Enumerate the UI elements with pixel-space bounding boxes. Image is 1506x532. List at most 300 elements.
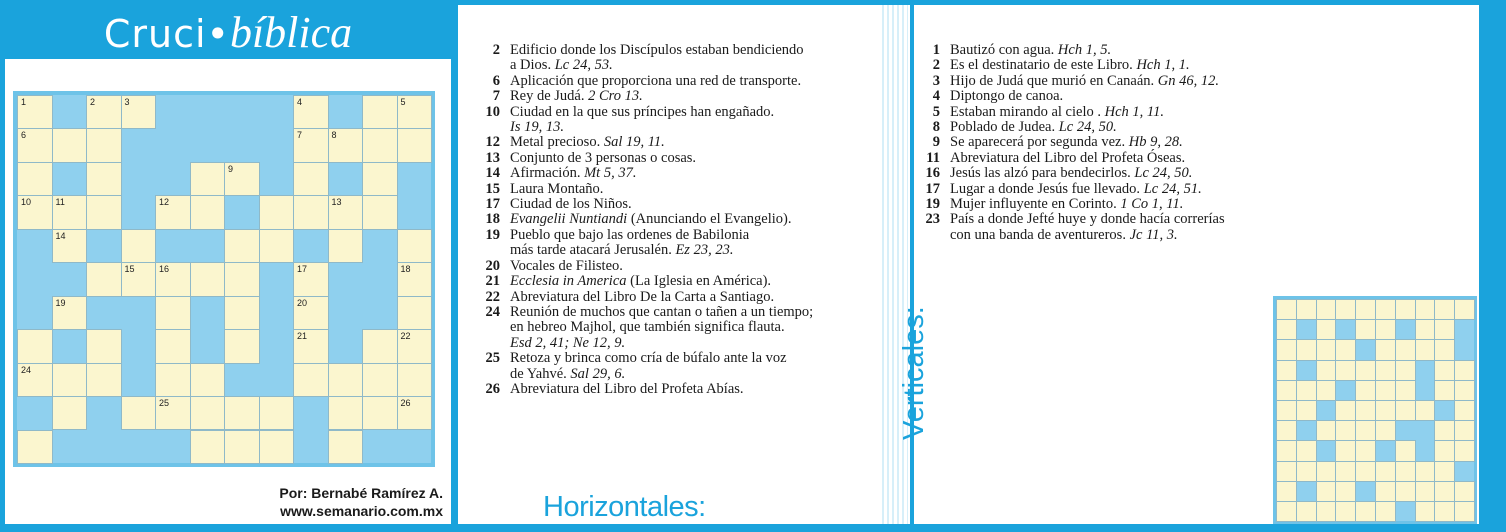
- clue-number: 21: [485, 273, 500, 290]
- grid-cell[interactable]: [328, 396, 364, 430]
- previous-grid-cell: [1316, 339, 1337, 360]
- clue-body: País a donde Jefté huye y donde hacía correrías: [950, 211, 1225, 228]
- clue-line: [474, 290, 813, 305]
- grid-cell[interactable]: [155, 195, 191, 229]
- clue-reference: Gn 46, 12.: [1157, 72, 1220, 89]
- previous-grid-cell: [1434, 380, 1455, 401]
- grid-cell[interactable]: [86, 162, 122, 196]
- grid-cell-number: 13: [331, 197, 342, 208]
- clue-text: [510, 151, 696, 166]
- previous-grid-cell: [1335, 440, 1356, 461]
- previous-grid-cell: [1454, 299, 1475, 320]
- previous-grid-cell: [1434, 461, 1455, 482]
- clue-text: [510, 197, 632, 212]
- grid-cell[interactable]: [397, 396, 433, 430]
- clue-text: [950, 105, 1164, 120]
- clue-text: [950, 182, 1202, 197]
- clue-text: [510, 274, 771, 289]
- grid-cell[interactable]: [190, 430, 226, 464]
- clue-number: 22: [485, 288, 500, 305]
- grid-cell[interactable]: [224, 262, 260, 296]
- credit-author: Por: Bernabé Ramírez A.: [279, 485, 443, 501]
- vertical-clues-list: [914, 43, 1225, 243]
- previous-grid-cell: [1375, 360, 1396, 381]
- grid-cell-number: 15: [124, 264, 135, 275]
- clue-body: de Yahvé.: [510, 365, 571, 382]
- previous-grid-cell: [1296, 339, 1317, 360]
- clue-body: más tarde atacará Jerusalén.: [510, 242, 676, 259]
- grid-cell[interactable]: [362, 329, 398, 363]
- grid-cell-number: 12: [159, 197, 170, 208]
- clue-text: [950, 166, 1192, 181]
- clue-body: Rey de Judá.: [510, 88, 589, 105]
- grid-cell[interactable]: [155, 396, 191, 430]
- clue-italic: Ecclesia in America: [510, 273, 627, 290]
- clue-body: Reunión de muchos que cantan o tañen a un tiempo;: [510, 303, 814, 320]
- clue-line: [474, 320, 813, 335]
- clue-body: Hijo de Judá que murió en Canaán.: [950, 72, 1158, 89]
- previous-grid-cell: [1276, 380, 1297, 401]
- grid-cell[interactable]: [293, 262, 329, 296]
- previous-grid-cell: [1316, 420, 1337, 441]
- grid-cell[interactable]: [155, 363, 191, 397]
- clue-body: Aplicación que proporciona una red de transporte.: [510, 72, 802, 89]
- grid-cell-number: 16: [159, 264, 170, 275]
- clue-number: 18: [485, 211, 500, 228]
- grid-cell-number: 10: [21, 197, 32, 208]
- previous-grid-cell: [1296, 400, 1317, 421]
- previous-grid-cell: [1335, 299, 1356, 320]
- clue-line: [474, 367, 813, 382]
- clue-line: [474, 89, 813, 104]
- grid-cell[interactable]: [17, 363, 53, 397]
- clue-text: [950, 151, 1185, 166]
- grid-cell-number: 3: [124, 97, 130, 107]
- clue-text: [950, 135, 1183, 150]
- grid-cell[interactable]: [328, 128, 364, 162]
- grid-cell[interactable]: [328, 363, 364, 397]
- clue-line: [914, 74, 1225, 89]
- clue-number: 6: [492, 72, 500, 89]
- previous-grid-cell: [1375, 400, 1396, 421]
- grid-cell-number: 18: [400, 264, 411, 275]
- grid-cell[interactable]: [397, 329, 433, 363]
- previous-grid-cell: [1415, 299, 1436, 320]
- previous-grid-cell: [1335, 481, 1356, 502]
- previous-grid-cell: [1316, 380, 1337, 401]
- clue-number: 23: [925, 211, 940, 228]
- clue-line: [474, 228, 813, 243]
- previous-grid-cell: [1395, 360, 1416, 381]
- clue-number: 5: [932, 103, 940, 120]
- clue-line: [474, 151, 813, 166]
- previous-grid-cell: [1276, 299, 1297, 320]
- grid-cell-number: 20: [297, 297, 308, 308]
- previous-grid-cell: [1454, 420, 1475, 441]
- grid-cell[interactable]: [17, 95, 53, 129]
- horizontal-clues-list: [474, 43, 813, 397]
- grid-cell[interactable]: [397, 262, 433, 296]
- clue-line: [914, 228, 1225, 243]
- grid-cell[interactable]: [17, 195, 53, 229]
- grid-cell[interactable]: [259, 229, 295, 263]
- column-divider: [880, 5, 910, 524]
- clue-text: [950, 58, 1190, 73]
- grid-cell[interactable]: [397, 229, 433, 263]
- grid-cell[interactable]: [86, 195, 122, 229]
- grid-cell[interactable]: [259, 430, 295, 464]
- clue-number: 13: [485, 149, 500, 166]
- clue-body: en hebreo Majhol, que también significa flauta.: [510, 319, 785, 336]
- clue-body: Ciudad en la que sus príncipes han engañado.: [510, 103, 775, 120]
- credit: [279, 484, 443, 520]
- clue-line: [474, 43, 813, 58]
- clue-body: Ciudad de los Niños.: [510, 196, 632, 213]
- clue-body: Lugar a donde Jesús fue llevado.: [950, 180, 1144, 197]
- clue-line: [914, 43, 1225, 58]
- previous-solution-grid: [1276, 299, 1474, 521]
- grid-cell[interactable]: [86, 95, 122, 129]
- clue-body: Abreviatura del Libro del Profeta Óseas.: [950, 149, 1186, 166]
- grid-cell[interactable]: [259, 396, 295, 430]
- previous-grid-cell: [1296, 501, 1317, 522]
- previous-grid-cell: [1316, 501, 1337, 522]
- previous-grid-cell: [1454, 481, 1475, 502]
- grid-cell[interactable]: [121, 229, 157, 263]
- previous-grid-cell: [1355, 501, 1376, 522]
- clue-number: 2: [492, 42, 500, 58]
- clue-body: Mujer influyente en Corinto.: [950, 196, 1121, 213]
- clue-body: Se aparecerá por segunda vez.: [950, 134, 1129, 151]
- previous-grid-cell: [1296, 461, 1317, 482]
- clue-line: [914, 182, 1225, 197]
- clue-body: (La Iglesia en América).: [626, 273, 772, 290]
- clue-line: [914, 197, 1225, 212]
- previous-grid-cell: [1434, 339, 1455, 360]
- grid-cell[interactable]: [293, 329, 329, 363]
- previous-grid-cell: [1375, 461, 1396, 482]
- clue-reference: Hch 1, 11.: [1104, 103, 1164, 120]
- previous-grid-cell: [1276, 440, 1297, 461]
- grid-cell[interactable]: [328, 195, 364, 229]
- previous-grid-cell: [1454, 380, 1475, 401]
- grid-cell-number: 8: [331, 130, 337, 141]
- clue-number: 24: [485, 303, 500, 320]
- clue-line: [474, 212, 813, 227]
- grid-cell[interactable]: [362, 95, 398, 129]
- grid-cell[interactable]: [190, 396, 226, 430]
- clue-number: 10: [485, 103, 500, 120]
- clue-reference: Sal 19, 11.: [603, 134, 665, 151]
- clue-reference: Mt 5, 37.: [584, 165, 637, 182]
- grid-cell[interactable]: [86, 363, 122, 397]
- clue-body: Metal precioso.: [510, 134, 604, 151]
- previous-grid-cell: [1375, 319, 1396, 340]
- grid-cell[interactable]: [224, 329, 260, 363]
- clue-line: [914, 58, 1225, 73]
- clue-body: Edificio donde los Discípulos estaban bendiciendo: [510, 42, 804, 58]
- clue-number: 15: [485, 180, 500, 197]
- clue-body: Es el destinatario de este Libro.: [950, 57, 1137, 74]
- grid-cell[interactable]: [397, 128, 433, 162]
- clue-line: [474, 351, 813, 366]
- grid-cell[interactable]: [293, 128, 329, 162]
- grid-cell[interactable]: [121, 396, 157, 430]
- grid-cell[interactable]: [190, 162, 226, 196]
- clue-text: [510, 228, 749, 243]
- clue-body: Bautizó con agua.: [950, 42, 1058, 58]
- grid-cell[interactable]: [293, 296, 329, 330]
- clue-line: [474, 243, 813, 258]
- grid-cell[interactable]: [52, 296, 88, 330]
- grid-cell[interactable]: [155, 262, 191, 296]
- previous-grid-cell: [1335, 400, 1356, 421]
- previous-grid-cell: [1355, 319, 1376, 340]
- clue-text: [510, 382, 744, 397]
- grid-cell[interactable]: [362, 363, 398, 397]
- grid-cell[interactable]: [121, 262, 157, 296]
- clue-number: 12: [485, 134, 500, 151]
- previous-grid-cell: [1434, 360, 1455, 381]
- previous-grid-cell: [1375, 339, 1396, 360]
- crossword-grid-frame: [13, 91, 435, 467]
- clue-text: [510, 336, 625, 351]
- clue-line: [474, 182, 813, 197]
- grid-cell[interactable]: [86, 329, 122, 363]
- clue-text: [510, 135, 665, 150]
- clue-body: Abreviatura del Libro De la Carta a Santiago.: [510, 288, 775, 305]
- clue-text: [510, 58, 613, 73]
- grid-cell[interactable]: [224, 296, 260, 330]
- previous-grid-cell: [1355, 400, 1376, 421]
- grid-cell[interactable]: [362, 128, 398, 162]
- clue-body: Estaban mirando al cielo .: [950, 103, 1105, 120]
- grid-cell[interactable]: [293, 162, 329, 196]
- previous-grid-cell: [1355, 461, 1376, 482]
- clue-reference: Lc 24, 50.: [1134, 165, 1193, 182]
- grid-cell[interactable]: [17, 430, 53, 464]
- clue-line: [474, 105, 813, 120]
- grid-cell[interactable]: [155, 296, 191, 330]
- previous-grid-cell: [1395, 481, 1416, 502]
- grid-cell[interactable]: [17, 162, 53, 196]
- grid-cell[interactable]: [121, 95, 157, 129]
- previous-grid-cell: [1454, 360, 1475, 381]
- grid-cell[interactable]: [86, 262, 122, 296]
- previous-grid-cell: [1434, 501, 1455, 522]
- previous-grid-cell: [1276, 400, 1297, 421]
- title-part2: bíblica: [229, 8, 353, 57]
- grid-cell-number: 25: [159, 398, 170, 409]
- previous-grid-cell: [1395, 440, 1416, 461]
- previous-grid-cell: [1296, 440, 1317, 461]
- grid-cell[interactable]: [190, 195, 226, 229]
- grid-cell-number: 9: [228, 163, 234, 174]
- grid-cell[interactable]: [52, 128, 88, 162]
- clue-number: 19: [485, 226, 500, 243]
- clue-number: 20: [485, 257, 500, 274]
- clue-reference: Sal 29, 6.: [570, 365, 626, 382]
- grid-cell[interactable]: [293, 363, 329, 397]
- previous-grid-cell: [1375, 481, 1396, 502]
- previous-grid-cell: [1335, 501, 1356, 522]
- grid-cell[interactable]: [397, 95, 433, 129]
- clue-body: Diptongo de canoa.: [950, 88, 1064, 105]
- grid-cell[interactable]: [190, 363, 226, 397]
- grid-cell[interactable]: [224, 430, 260, 464]
- previous-grid-cell: [1316, 461, 1337, 482]
- grid-cell-number: 17: [297, 264, 308, 275]
- clue-body: Pueblo que bajo las ordenes de Babilonia: [510, 226, 750, 243]
- previous-grid-cell: [1316, 299, 1337, 320]
- previous-grid-cell: [1355, 299, 1376, 320]
- previous-grid-cell: [1316, 319, 1337, 340]
- clue-number: 11: [926, 149, 940, 166]
- previous-grid-cell: [1276, 319, 1297, 340]
- clue-reference: Lc 24, 53.: [554, 57, 613, 74]
- grid-cell[interactable]: [362, 162, 398, 196]
- clue-reference: 2 Cro 13.: [588, 88, 643, 105]
- clue-reference: Esd 2, 41; Ne 12, 9.: [510, 334, 626, 351]
- clue-reference: Is 19, 13.: [510, 119, 564, 136]
- clue-text: [510, 166, 636, 181]
- grid-cell-number: 19: [55, 297, 66, 308]
- clue-number: 9: [932, 134, 940, 151]
- clue-reference: Lc 24, 50.: [1058, 119, 1117, 136]
- clue-line: [474, 74, 813, 89]
- clue-line: [474, 305, 813, 320]
- previous-grid-cell: [1395, 299, 1416, 320]
- clue-number: 25: [485, 350, 500, 367]
- clue-text: [510, 320, 785, 335]
- verticales-heading: Verticales:: [898, 306, 930, 440]
- grid-cell-number: 22: [400, 331, 411, 342]
- clue-line: [914, 120, 1225, 135]
- previous-grid-cell: [1355, 440, 1376, 461]
- clue-number: 2: [932, 57, 940, 74]
- grid-cell[interactable]: [17, 128, 53, 162]
- previous-grid-cell: [1415, 339, 1436, 360]
- previous-grid-cell: [1355, 360, 1376, 381]
- clue-number: 8: [932, 119, 940, 136]
- clue-body: Jesús las alzó para bendecirlos.: [950, 165, 1135, 182]
- grid-cell[interactable]: [397, 363, 433, 397]
- previous-grid-cell: [1375, 420, 1396, 441]
- previous-grid-cell: [1434, 440, 1455, 461]
- grid-cell[interactable]: [52, 396, 88, 430]
- grid-cell-number: 5: [400, 97, 406, 107]
- horizontales-heading: Horizontales:: [543, 491, 706, 523]
- grid-cell[interactable]: [397, 296, 433, 330]
- grid-cell[interactable]: [259, 195, 295, 229]
- grid-cell[interactable]: [293, 195, 329, 229]
- clue-number: 17: [485, 196, 500, 213]
- previous-grid-cell: [1335, 339, 1356, 360]
- previous-grid-cell: [1335, 461, 1356, 482]
- clue-reference: Ez 23, 23.: [675, 242, 734, 259]
- previous-grid-cell: [1454, 440, 1475, 461]
- clue-text: [510, 43, 804, 58]
- clue-number: 19: [925, 196, 940, 213]
- grid-cell-number: 26: [400, 398, 411, 409]
- previous-grid-cell: [1296, 299, 1317, 320]
- clue-line: [474, 197, 813, 212]
- previous-grid-cell: [1276, 420, 1297, 441]
- previous-grid-cell: [1415, 501, 1436, 522]
- previous-grid-cell: [1434, 420, 1455, 441]
- clue-line: [474, 120, 813, 135]
- previous-solution-thumbnail: [1273, 296, 1477, 524]
- side-label: [1484, 6, 1506, 526]
- grid-cell[interactable]: [362, 195, 398, 229]
- previous-grid-cell: [1434, 299, 1455, 320]
- grid-cell[interactable]: [293, 95, 329, 129]
- clue-number: 3: [932, 72, 940, 89]
- grid-cell[interactable]: [224, 396, 260, 430]
- grid-cell[interactable]: [86, 128, 122, 162]
- clue-number: 26: [485, 380, 500, 397]
- clue-reference: Hch 1, 1.: [1136, 57, 1190, 74]
- clue-line: [474, 135, 813, 150]
- clue-body: Abreviatura del Libro del Profeta Abías.: [510, 380, 744, 397]
- grid-cell[interactable]: [224, 162, 260, 196]
- clue-body: con una banda de aventureros.: [950, 226, 1130, 243]
- grid-cell[interactable]: [190, 262, 226, 296]
- clue-number: 4: [932, 88, 940, 105]
- previous-grid-cell: [1276, 481, 1297, 502]
- clue-reference: Hch 1, 5.: [1057, 42, 1112, 58]
- previous-grid-cell: [1454, 400, 1475, 421]
- previous-grid-cell: [1296, 380, 1317, 401]
- grid-cell[interactable]: [17, 329, 53, 363]
- previous-grid-cell: [1395, 400, 1416, 421]
- grid-cell[interactable]: [224, 229, 260, 263]
- clue-reference: Jc 11, 3.: [1129, 226, 1178, 243]
- clue-body: Retoza y brinca como cría de búfalo ante la voz: [510, 350, 787, 367]
- previous-grid-cell: [1276, 360, 1297, 381]
- previous-grid-cell: [1355, 420, 1376, 441]
- grid-cell[interactable]: [52, 229, 88, 263]
- clue-reference: Lc 24, 51.: [1143, 180, 1202, 197]
- grid-cell[interactable]: [328, 229, 364, 263]
- clue-text: [510, 105, 774, 120]
- clue-text: [950, 197, 1183, 212]
- grid-cell[interactable]: [155, 329, 191, 363]
- clue-text: [510, 120, 564, 135]
- clue-body: a Dios.: [510, 57, 555, 74]
- clue-number: 1: [932, 42, 940, 58]
- credit-website[interactable]: www.semanario.com.mx: [280, 503, 443, 519]
- clue-text: [510, 351, 787, 366]
- title-part1: Cruci•: [103, 12, 230, 56]
- previous-grid-cell: [1276, 339, 1297, 360]
- clue-text: [510, 74, 801, 89]
- previous-grid-cell: [1375, 299, 1396, 320]
- clue-text: [950, 74, 1219, 89]
- grid-cell-number: 21: [297, 331, 308, 342]
- grid-cell-number: 11: [55, 197, 65, 208]
- clue-text: [510, 259, 623, 274]
- clue-text: [950, 228, 1178, 243]
- previous-grid-cell: [1454, 501, 1475, 522]
- clue-line: [914, 151, 1225, 166]
- grid-cell[interactable]: [52, 195, 88, 229]
- grid-cell[interactable]: [328, 430, 364, 464]
- grid-cell[interactable]: [362, 396, 398, 430]
- grid-cell[interactable]: [52, 363, 88, 397]
- clue-text: [510, 305, 813, 320]
- clue-body: Laura Montaño.: [510, 180, 604, 197]
